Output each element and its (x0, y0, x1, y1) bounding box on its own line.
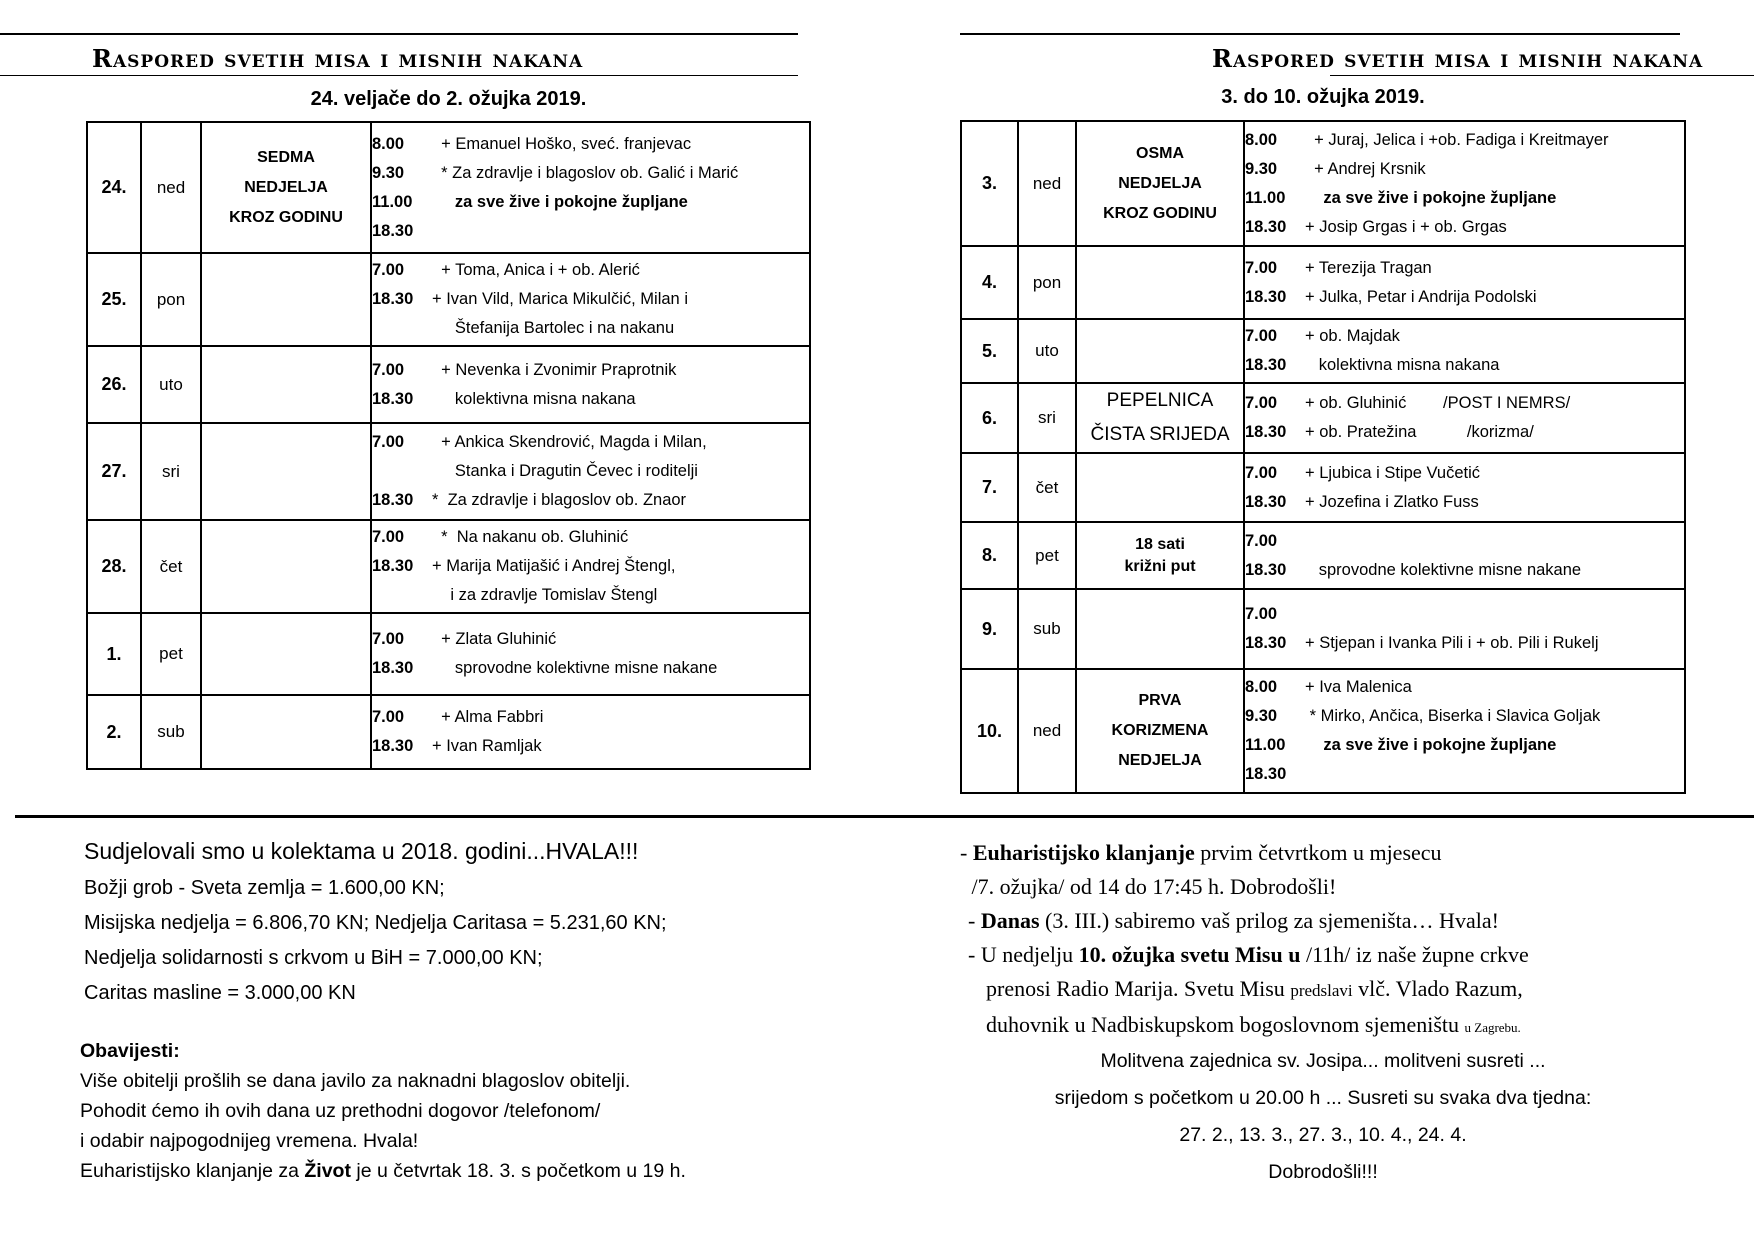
mass-intention: * Za zdravlje i blagoslov ob. Znaor (432, 491, 687, 509)
date-cell: 26. (87, 346, 141, 423)
mass-time: 18.30 (1245, 423, 1287, 441)
mass-intention: + Ankica Skendrović, Magda i Milan, (432, 433, 707, 451)
occasion-cell (1076, 319, 1244, 383)
mass-time: 18.30 (372, 737, 414, 755)
mass-time: 18.30 (372, 659, 414, 677)
mass-time: 7.00 (1245, 605, 1278, 623)
mass-line (1245, 702, 1684, 731)
masses-cell (1244, 319, 1685, 383)
day-cell: ned (1018, 121, 1076, 246)
mass-time: 18.30 (1245, 217, 1287, 236)
mass-intention: + ob. Majdak (1305, 327, 1400, 345)
occasion-line: ČISTA SRIJEDA (1090, 424, 1230, 445)
day-cell: čet (141, 520, 201, 613)
schedule-row (961, 121, 1685, 246)
occasion-cell (1076, 383, 1244, 453)
collections-item: Caritas masline = 3.000,00 KN (84, 982, 356, 1004)
masses-cell (371, 346, 810, 423)
date-cell: 7. (961, 453, 1018, 522)
announcement-line (960, 1008, 1529, 1045)
mass-intention: + Jozefina i Zlatko Fuss (1305, 492, 1479, 511)
schedule-row (961, 319, 1685, 383)
masses-cell (371, 695, 810, 769)
announcement-text: - U nedjelju (968, 942, 1079, 967)
mass-line (1245, 760, 1684, 789)
announcement-text: prenosi Radio Marija. Svetu Misu (986, 976, 1291, 1001)
mass-line (372, 159, 809, 188)
mass-time: 7.00 (1245, 258, 1278, 277)
mass-line (372, 703, 809, 732)
mass-line (1245, 600, 1684, 629)
schedule-row (87, 613, 810, 695)
mass-line (1245, 673, 1684, 702)
mass-intention: sprovodne kolektivne misne nakane (1305, 560, 1582, 579)
mass-intention: za sve žive i pokojne župljane (1305, 736, 1557, 754)
mass-intention: kolektivna misna nakana (432, 389, 636, 408)
notice-line: Pohodit ćemo ih ovih dana uz prethodni dogovor /telefonom/ (80, 1100, 601, 1122)
mass-line (372, 732, 809, 761)
occasion-line: KROZ GODINU (229, 208, 343, 226)
mass-time: 7.00 (1245, 394, 1278, 412)
date-cell: 5. (961, 319, 1018, 383)
mass-line (1245, 351, 1684, 380)
announcement-text: prvim četvrtkom u mjesecu (1194, 840, 1442, 865)
mass-line (1245, 254, 1684, 283)
occasion-cell (201, 695, 371, 769)
prayer-line: 27. 2., 13. 3., 27. 3., 10. 4., 24. 4. (1179, 1124, 1467, 1146)
occasion-cell (201, 253, 371, 346)
day-cell: pon (1018, 246, 1076, 319)
date-cell: 9. (961, 589, 1018, 669)
announcements-section (960, 836, 1529, 1045)
occasion-cell (1076, 522, 1244, 589)
header-rule-right (1330, 75, 1754, 76)
schedule-row (961, 589, 1685, 669)
mass-time: 18.30 (1245, 765, 1287, 783)
notice-line: Više obitelji prošlih se dana javilo za naknadni blagoslov obitelji. (80, 1070, 631, 1092)
occasion-line: 18 sati (1135, 535, 1185, 553)
mass-time: 11.00 (372, 192, 413, 211)
mass-time: 18.30 (372, 389, 414, 408)
masses-cell (371, 253, 810, 346)
mass-line (1245, 283, 1684, 312)
mass-intention: + Stjepan i Ivanka Pili i + ob. Pili i Rukelj (1305, 634, 1599, 652)
mass-time: 9.30 (1245, 707, 1278, 725)
masses-cell (1244, 669, 1685, 793)
mass-time: 8.00 (1245, 678, 1278, 696)
schedule-row (87, 346, 810, 423)
mass-line (1245, 731, 1684, 760)
occasion-cell (1076, 453, 1244, 522)
occasion-cell (1076, 589, 1244, 669)
announcement-line (960, 904, 1529, 938)
notice-line: i odabir najpogodnijeg vremena. Hvala! (80, 1130, 419, 1152)
schedule-row (961, 246, 1685, 319)
occasion-line: NEDJELJA (1118, 752, 1202, 769)
date-cell: 25. (87, 253, 141, 346)
mass-intention: + Ivan Ramljak (432, 737, 542, 755)
mass-line (372, 188, 809, 217)
mass-intention: + Josip Grgas i + ob. Grgas (1305, 217, 1507, 236)
mass-intention: + Ivan Vild, Marica Mikulčić, Milan i (432, 290, 688, 308)
notices-section (80, 1036, 686, 1186)
announcement-bold: Euharistijsko klanjanje (972, 840, 1195, 865)
mass-line (372, 217, 809, 246)
announcement-small: predslavi (1290, 981, 1353, 1000)
date-cell: 1. (87, 613, 141, 695)
left-subtitle: 24. veljače do 2. ožujka 2019. (310, 88, 587, 110)
left-header: Raspored svetih misa i misnih nakana (92, 44, 584, 73)
notices-title: Obavijesti: (80, 1040, 180, 1062)
mass-intention: + Julka, Petar i Andrija Podolski (1305, 287, 1537, 306)
day-cell: uto (1018, 319, 1076, 383)
collections-item: Nedjelja solidarnosti s crkvom u BiH = 7.000,00 KN; (84, 947, 543, 969)
right-header: Raspored svetih misa i misnih nakana (1212, 44, 1704, 73)
mass-intention: + Andrej Krsnik (1305, 159, 1426, 178)
mass-time: 9.30 (1245, 159, 1278, 178)
mass-line (372, 654, 809, 683)
masses-cell (1244, 453, 1685, 522)
masses-cell (371, 613, 810, 695)
mass-time: 7.00 (372, 261, 405, 279)
occasion-line: KROZ GODINU (1103, 204, 1217, 222)
day-cell: ned (141, 122, 201, 253)
mass-time: 7.00 (372, 630, 405, 648)
masses-cell (1244, 121, 1685, 246)
mass-intention: + Zlata Gluhinić (432, 630, 557, 648)
schedule-row (961, 522, 1685, 589)
mass-intention: + Terezija Tragan (1305, 258, 1432, 277)
mass-line (372, 581, 809, 610)
mass-line (372, 486, 809, 515)
masses-cell (371, 122, 810, 253)
mass-intention: za sve žive i pokojne župljane (432, 192, 688, 211)
occasion-cell (1076, 246, 1244, 319)
occasion-cell (201, 122, 371, 253)
top-rule-right (960, 33, 1680, 35)
mass-line (372, 314, 809, 343)
bullet: - (968, 908, 981, 933)
schedule-row (961, 669, 1685, 793)
mass-intention: i za zdravlje Tomislav Štengl (432, 586, 658, 604)
occasion-line: NEDJELJA (1118, 174, 1202, 192)
announcement-text: (3. III.) sabiremo vaš prilog za sjemeništa… Hvala! (1039, 908, 1499, 933)
masses-cell (1244, 589, 1685, 669)
masses-cell (371, 520, 810, 613)
announcement-bold: 10. ožujka svetu Misu u (1078, 942, 1301, 967)
mass-time: 18.30 (1245, 560, 1287, 579)
mass-time: 7.00 (1245, 531, 1278, 550)
mass-line (372, 457, 809, 486)
mass-line (372, 285, 809, 314)
left-schedule-body (87, 122, 810, 769)
mass-intention: * Za zdravlje i blagoslov ob. Galić i Marić (432, 163, 739, 182)
announcement-small: u Zagrebu. (1464, 1020, 1521, 1035)
collections-item: Misijska nedjelja = 6.806,70 KN; Nedjelja Caritasa = 5.231,60 KN; (84, 912, 667, 934)
mass-time: 18.30 (372, 557, 414, 575)
mass-time: 9.30 (372, 163, 405, 182)
mass-time: 7.00 (372, 528, 405, 546)
day-cell: ned (1018, 669, 1076, 793)
schedule-row (87, 695, 810, 769)
announcement-text: /11h/ iz naše župne crkve (1300, 942, 1529, 967)
day-cell: pon (141, 253, 201, 346)
date-cell: 3. (961, 121, 1018, 246)
bullet: - (960, 840, 973, 865)
mass-time: 7.00 (372, 433, 405, 451)
occasion-cell (1076, 121, 1244, 246)
masses-cell (1244, 246, 1685, 319)
mass-line (1245, 213, 1684, 242)
middle-divider (15, 815, 1754, 818)
occasion-line: križni put (1124, 557, 1196, 575)
day-cell: sub (141, 695, 201, 769)
date-cell: 10. (961, 669, 1018, 793)
occasion-cell (201, 346, 371, 423)
mass-line (1245, 155, 1684, 184)
mass-line (1245, 629, 1684, 658)
prayer-line: srijedom s početkom u 20.00 h ... Susreti su svaka dva tjedna: (1054, 1087, 1592, 1109)
mass-time: 18.30 (372, 290, 414, 308)
mass-intention: kolektivna misna nakana (1305, 356, 1500, 374)
mass-intention: + Toma, Anica i + ob. Alerić (432, 261, 640, 279)
mass-line (1245, 418, 1684, 447)
mass-time: 11.00 (1245, 188, 1286, 207)
day-cell: čet (1018, 453, 1076, 522)
mass-line (372, 523, 809, 552)
prayer-section (960, 1043, 1686, 1191)
mass-line (1245, 126, 1684, 155)
collections-item: Božji grob - Sveta zemlja = 1.600,00 KN; (84, 877, 445, 899)
mass-intention: sprovodne kolektivne misne nakane (432, 659, 718, 677)
mass-time: 7.00 (372, 708, 405, 726)
header-rule-left (0, 75, 798, 76)
mass-intention: + Iva Malenica (1305, 678, 1412, 696)
mass-intention: + Emanuel Hoško, sveć. franjevac (432, 134, 692, 153)
date-cell: 4. (961, 246, 1018, 319)
mass-intention: + ob. Gluhinić /POST I NEMRS/ (1305, 394, 1571, 412)
mass-time: 8.00 (1245, 130, 1278, 149)
mass-intention: + Nevenka i Zvonimir Praprotnik (432, 360, 677, 379)
date-cell: 6. (961, 383, 1018, 453)
date-cell: 24. (87, 122, 141, 253)
mass-line (372, 428, 809, 457)
notice-bold-text: Život (304, 1160, 351, 1182)
announcement-line (960, 836, 1529, 870)
mass-line (1245, 459, 1684, 488)
date-cell: 28. (87, 520, 141, 613)
notice-line-last (80, 1156, 686, 1186)
announcement-line (960, 938, 1529, 972)
occasion-cell (201, 613, 371, 695)
announcement-line (960, 972, 1529, 1008)
right-schedule-table (960, 120, 1686, 794)
mass-intention: + Alma Fabbri (432, 708, 544, 726)
mass-line (372, 552, 809, 581)
occasion-cell (201, 423, 371, 520)
mass-time: 18.30 (1245, 492, 1287, 511)
mass-time: 7.00 (1245, 463, 1278, 482)
occasion-line: PEPELNICA (1106, 390, 1214, 411)
announcement-line: /7. ožujka/ od 14 do 17:45 h. Dobrodošli! (966, 874, 1337, 899)
mass-intention: + ob. Pratežina /korizma/ (1305, 423, 1534, 441)
mass-line (372, 625, 809, 654)
mass-intention: + Ljubica i Stipe Vučetić (1305, 463, 1481, 482)
mass-intention: * Mirko, Ančica, Biserka i Slavica Goljak (1305, 707, 1601, 725)
occasion-line: KORIZMENA (1111, 722, 1209, 739)
schedule-row (961, 383, 1685, 453)
right-schedule-body (961, 121, 1685, 793)
day-cell: sub (1018, 589, 1076, 669)
mass-intention: + Juraj, Jelica i +ob. Fadiga i Kreitmayer (1305, 130, 1609, 149)
occasion-line: OSMA (1136, 144, 1184, 162)
mass-intention: Stanka i Dragutin Čevec i roditelji (432, 462, 698, 480)
mass-line (1245, 184, 1684, 213)
mass-intention: za sve žive i pokojne župljane (1305, 188, 1557, 207)
day-cell: sri (141, 423, 201, 520)
mass-time: 18.30 (1245, 287, 1287, 306)
day-cell: sri (1018, 383, 1076, 453)
mass-time: 11.00 (1245, 736, 1286, 754)
notice-text: je u četvrtak 18. 3. s početkom u 19 h. (350, 1160, 686, 1182)
masses-cell (371, 423, 810, 520)
mass-line (1245, 527, 1684, 556)
mass-time: 18.30 (1245, 634, 1287, 652)
announcement-bold: Danas (980, 908, 1040, 933)
mass-line (1245, 556, 1684, 585)
collections-section (84, 838, 667, 1011)
announcement-text: duhovnik u Nadbiskupskom bogoslovnom sjemeništu (986, 1012, 1465, 1037)
masses-cell (1244, 522, 1685, 589)
announcement-text: vlč. Vlado Razum, (1352, 976, 1523, 1001)
mass-time: 18.30 (372, 491, 414, 509)
mass-intention: * Na nakanu ob. Gluhinić (432, 528, 629, 546)
mass-intention: + Marija Matijašić i Andrej Štengl, (432, 557, 676, 575)
notice-text: Euharistijsko klanjanje za (80, 1160, 305, 1182)
mass-time: 7.00 (1245, 327, 1278, 345)
left-schedule-table (86, 121, 811, 770)
mass-time: 7.00 (372, 360, 405, 379)
prayer-line: Molitvena zajednica sv. Josipa... molitveni susreti ... (1100, 1050, 1546, 1072)
mass-intention: Štefanija Bartolec i na nakanu (432, 319, 675, 337)
mass-line (1245, 389, 1684, 418)
date-cell: 8. (961, 522, 1018, 589)
prayer-line: Dobrodošli!!! (1268, 1161, 1378, 1183)
day-cell: pet (1018, 522, 1076, 589)
mass-line (372, 356, 809, 385)
schedule-row (961, 453, 1685, 522)
occasion-cell (201, 520, 371, 613)
occasion-line: SEDMA (257, 148, 315, 166)
collections-title: Sudjelovali smo u kolektama u 2018. godini...HVALA!!! (84, 838, 639, 864)
mass-line (1245, 488, 1684, 517)
right-subtitle: 3. do 10. ožujka 2019. (1221, 86, 1425, 108)
schedule-row (87, 423, 810, 520)
day-cell: pet (141, 613, 201, 695)
occasion-line: NEDJELJA (244, 178, 328, 196)
mass-line (372, 256, 809, 285)
occasion-line: PRVA (1138, 692, 1182, 709)
masses-cell (1244, 383, 1685, 453)
occasion-cell (1076, 669, 1244, 793)
schedule-row (87, 253, 810, 346)
mass-time: 18.30 (372, 221, 414, 240)
mass-time: 8.00 (372, 134, 405, 153)
top-rule-left (0, 33, 798, 35)
schedule-row (87, 520, 810, 613)
mass-time: 18.30 (1245, 356, 1287, 374)
mass-line (1245, 322, 1684, 351)
date-cell: 27. (87, 423, 141, 520)
mass-line (372, 130, 809, 159)
schedule-row (87, 122, 810, 253)
mass-line (372, 385, 809, 414)
day-cell: uto (141, 346, 201, 423)
date-cell: 2. (87, 695, 141, 769)
